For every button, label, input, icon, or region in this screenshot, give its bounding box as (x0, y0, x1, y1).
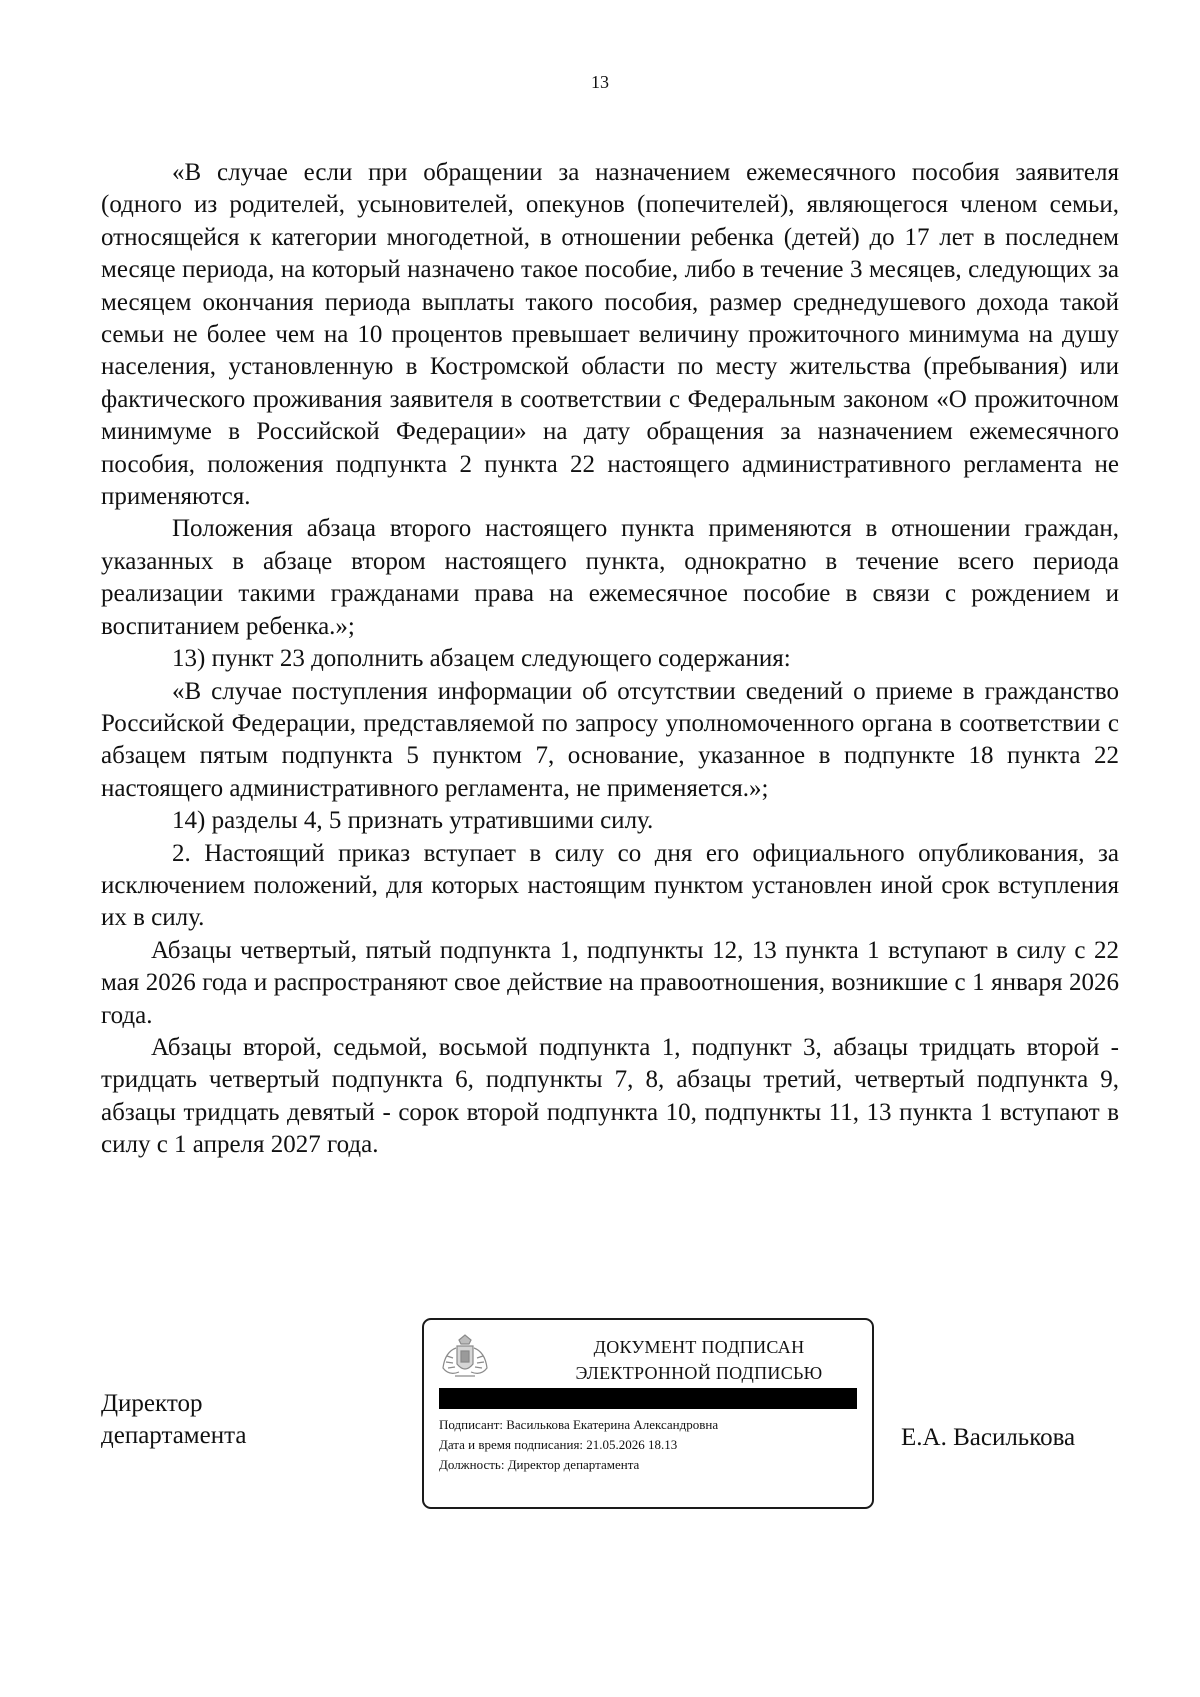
electronic-signature-stamp (422, 1318, 874, 1509)
signer-title-line1: Директор (101, 1390, 203, 1417)
signer-title (101, 1388, 246, 1452)
paragraph-item-14: 14) разделы 4, 5 признать утратившими силу. (172, 807, 654, 835)
paragraph-effective-2027: Абзацы второй, седьмой, восьмой подпункта 1, подпункт 3, абзацы тридцать второй - тридцать четвертый подпункта 6, подпункты 7, 8, абзацы третий, четвертый подпункта 9, абзацы тридцать девятый - сорок второй подпункта 10, подпункты 11, 13 пункта 1 вступают в силу с 1 апреля 2027 года. (101, 1033, 1119, 1159)
stamp-details (439, 1415, 718, 1475)
signer-title-line2: департамента (101, 1422, 247, 1449)
redaction-bar (439, 1388, 857, 1409)
document-body (101, 157, 1119, 1162)
paragraph-quoted-amendment: «В случае если при обращении за назначением ежемесячного пособия заявителя (одного из родителей, усыновителей, опекунов (попечителей), являющегося членом семьи, относящейся к категории многодетной, в отношении ребенка (детей) до 17 лет в последнем месяце периода, на который назначено такое пособие, либо в течение 3 месяцев, следующих за месяцем окончания периода выплаты такого пособия, размер среднедушевого дохода такой семьи не более чем на 10 процентов превышает величину прожиточного минимума на душу населения, установленную в Костромской области по месту жительства (пребывания) или фактического проживания заявителя в соответствии с Федеральным законом «О прожиточном минимуме в Российской Федерации» на дату обращения за назначением ежемесячного пособия, положения подпункта 2 пункта 22 настоящего административного регламента не применяются. (101, 159, 1119, 511)
stamp-heading-line1: ДОКУМЕНТ ПОДПИСАН (593, 1337, 805, 1357)
paragraph-quoted-citizenship: «В случае поступления информации об отсутствии сведений о приеме в гражданство Российской Федерации, представляемой по запросу уполномоченного органа в соответствии с абзацем пятым подпункта 5 пунктом 7, основание, указанное в подпункте 18 пункта 22 настоящего административного регламента, не применяется.»; (101, 677, 1119, 802)
stamp-position: Должность: Директор департамента (439, 1457, 640, 1472)
paragraph-application-scope: Положения абзаца второго настоящего пункта применяются в отношении граждан, указанных в абзаце втором настоящего пункта, однократно в течение всего периода реализации такими гражданами права на ежемесячное пособие в связи с рождением и воспитанием ребенка.»; (101, 515, 1119, 640)
stamp-heading (542, 1334, 856, 1386)
paragraph-effective-2026: Абзацы четвертый, пятый подпункта 1, подпункты 12, 13 пункта 1 вступают в силу с 22 мая 2026 года и распространяют свое действие на правоотношения, возникшие с 1 января 2026 года. (101, 936, 1119, 1029)
stamp-heading-line2: ЭЛЕКТРОННОЙ ПОДПИСЬЮ (575, 1363, 823, 1383)
paragraph-item-13: 13) пункт 23 дополнить абзацем следующего содержания: (172, 645, 791, 673)
signer-name: Е.А. Василькова (901, 1424, 1076, 1451)
paragraph-entry-into-force: 2. Настоящий приказ вступает в силу со дня его официального опубликования, за исключением положений, для которых настоящим пунктом установлен иной срок вступления их в силу. (101, 839, 1119, 932)
stamp-signer: Подписант: Василькова Екатерина Александровна (439, 1417, 719, 1432)
coat-of-arms-icon (437, 1332, 493, 1382)
stamp-datetime: Дата и время подписания: 21.05.2026 18.13 (439, 1437, 678, 1452)
page-number: 13 (591, 72, 609, 92)
